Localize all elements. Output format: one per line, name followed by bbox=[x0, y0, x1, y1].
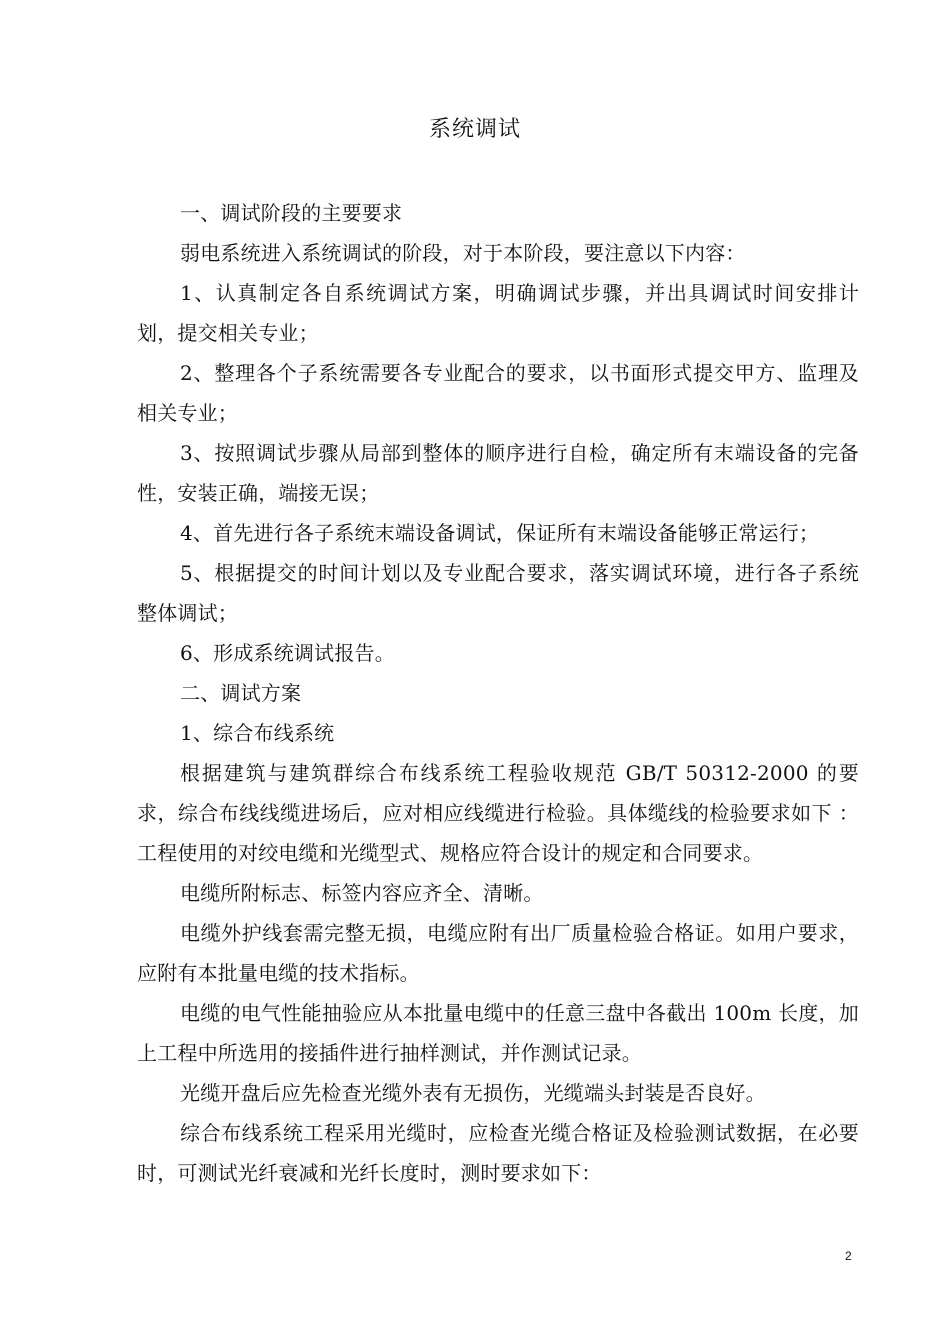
section-heading-1: 一、调试阶段的主要要求 bbox=[180, 201, 403, 225]
paragraph: 根据建筑与建筑群综合布线系统工程验收规范 GB/T 50312-2000 的要求，综合布线线缆进场后，应对相应线缆进行检验。具体缆线的检验要求如下 ：工程使用的对绞电缆和光缆型式、规格应符合设计的规定和合同要求。 bbox=[137, 761, 859, 865]
list-item: 5、根据提交的时间计划以及专业配合要求，落实调试环境，进行各子系统整体调试； bbox=[137, 561, 859, 625]
document-body bbox=[137, 193, 859, 1193]
section-heading-2: 二、调试方案 bbox=[180, 681, 302, 705]
paragraph: 弱电系统进入系统调试的阶段，对于本阶段，要注意以下内容： bbox=[180, 241, 746, 265]
list-item: 1、认真制定各自系统调试方案，明确调试步骤，并出具调试时间安排计划，提交相关专业； bbox=[137, 281, 859, 345]
list-item: 4、首先进行各子系统末端设备调试，保证所有末端设备能够正常运行； bbox=[180, 521, 820, 545]
paragraph: 电缆的电气性能抽验应从本批量电缆中的任意三盘中各截出 100m 长度，加上工程中所选用的接插件进行抽样测试，并作测试记录。 bbox=[137, 1001, 859, 1065]
page-number: 2 bbox=[845, 1249, 852, 1263]
paragraph: 电缆外护线套需完整无损，电缆应附有出厂质量检验合格证。如用户要求，应附有本批量电缆的技术指标。 bbox=[137, 921, 859, 985]
paragraph: 综合布线系统工程采用光缆时，应检查光缆合格证及检验测试数据，在必要时，可测试光纤衰减和光纤长度时，测时要求如下： bbox=[137, 1121, 859, 1185]
list-item: 2、整理各个子系统需要各专业配合的要求，以书面形式提交甲方、监理及相关专业； bbox=[137, 361, 859, 425]
page-title: 系统调试 bbox=[428, 117, 521, 142]
list-item: 3、按照调试步骤从局部到整体的顺序进行自检，确定所有末端设备的完备性，安装正确，端接无误； bbox=[137, 441, 859, 505]
paragraph: 光缆开盘后应先检查光缆外表有无损伤，光缆端头封装是否良好。 bbox=[180, 1081, 766, 1105]
paragraph: 电缆所附标志、标签内容应齐全、清晰。 bbox=[180, 881, 544, 905]
subsection-heading: 1、综合布线系统 bbox=[180, 721, 335, 745]
list-item: 6、形成系统调试报告。 bbox=[180, 641, 395, 665]
